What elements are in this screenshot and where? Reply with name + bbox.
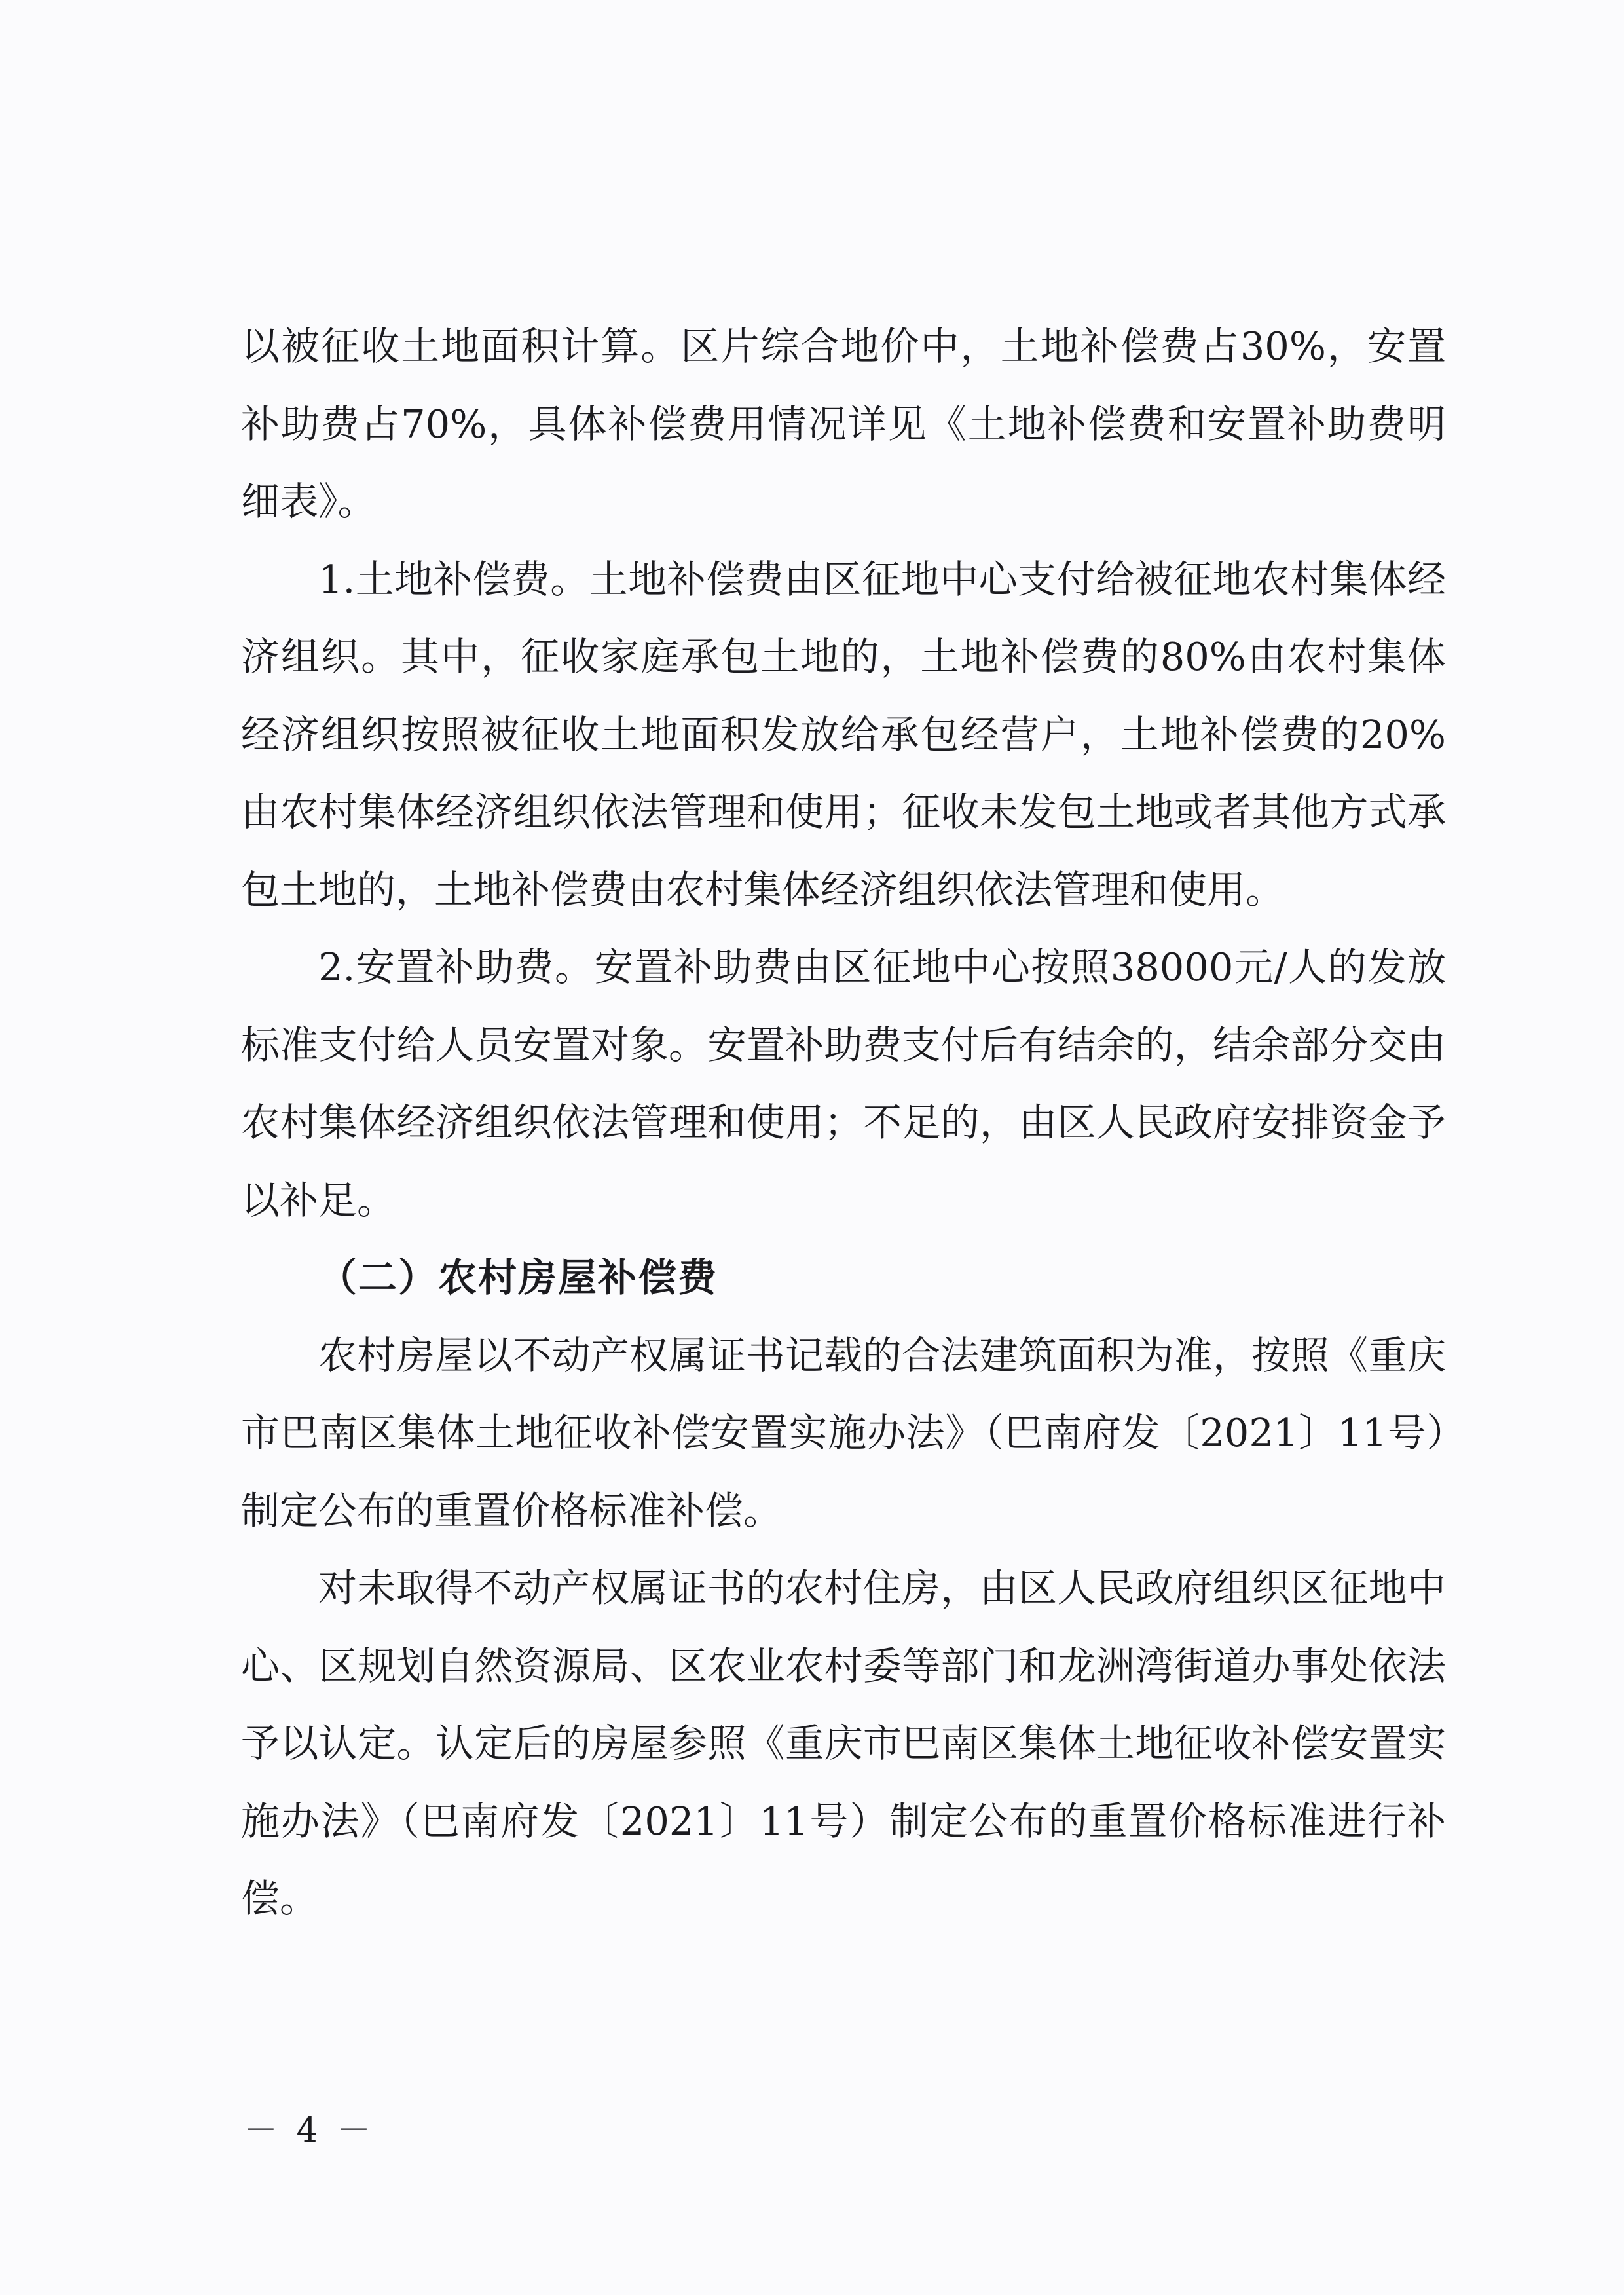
paragraph-land-area-calculation: 以被征收土地面积计算。区片综合地价中，土地补偿费占30%，安置补助费占70%，具体补偿费用情况详见《土地补偿费和安置补助费明细表》。 [241,324,1446,524]
body-text [241,308,1446,1938]
paragraph-uncertified-housing: 对未取得不动产权属证书的农村住房，由区人民政府组织区征地中心、区规划自然资源局、区农业农村委等部门和龙洲湾街道办事处依法予以认定。认定后的房屋参照《重庆市巴南区集体土地征收补偿安置实施办法》（巴南府发〔2021〕11号）制定公布的重置价格标准进行补偿。 [241,1565,1446,1921]
page-number: － 4 － [244,2111,375,2150]
paragraph-rural-housing-compensation: 农村房屋以不动产权属证书记载的合法建筑面积为准，按照《重庆市巴南区集体土地征收补偿安置实施办法》（巴南府发〔2021〕11号）制定公布的重置价格标准补偿。 [241,1332,1446,1533]
paragraph-land-compensation: 1.土地补偿费。土地补偿费由区征地中心支付给被征地农村集体经济组织。其中，征收家庭承包土地的，土地补偿费的80%由农村集体经济组织按照被征收土地面积发放给承包经营户，土地补偿费的20%由农村集体经济组织依法管理和使用；征收未发包土地或者其他方式承包土地的，土地补偿费由农村集体经济组织依法管理和使用。 [241,556,1446,912]
paragraph-resettlement-subsidy: 2.安置补助费。安置补助费由区征地中心按照38000元/人的发放标准支付给人员安置对象。安置补助费支付后有结余的，结余部分交由农村集体经济组织依法管理和使用；不足的，由区人民政府安排资金予以补足。 [241,944,1446,1223]
section-heading-rural-housing: （二）农村房屋补偿费 [318,1255,718,1300]
